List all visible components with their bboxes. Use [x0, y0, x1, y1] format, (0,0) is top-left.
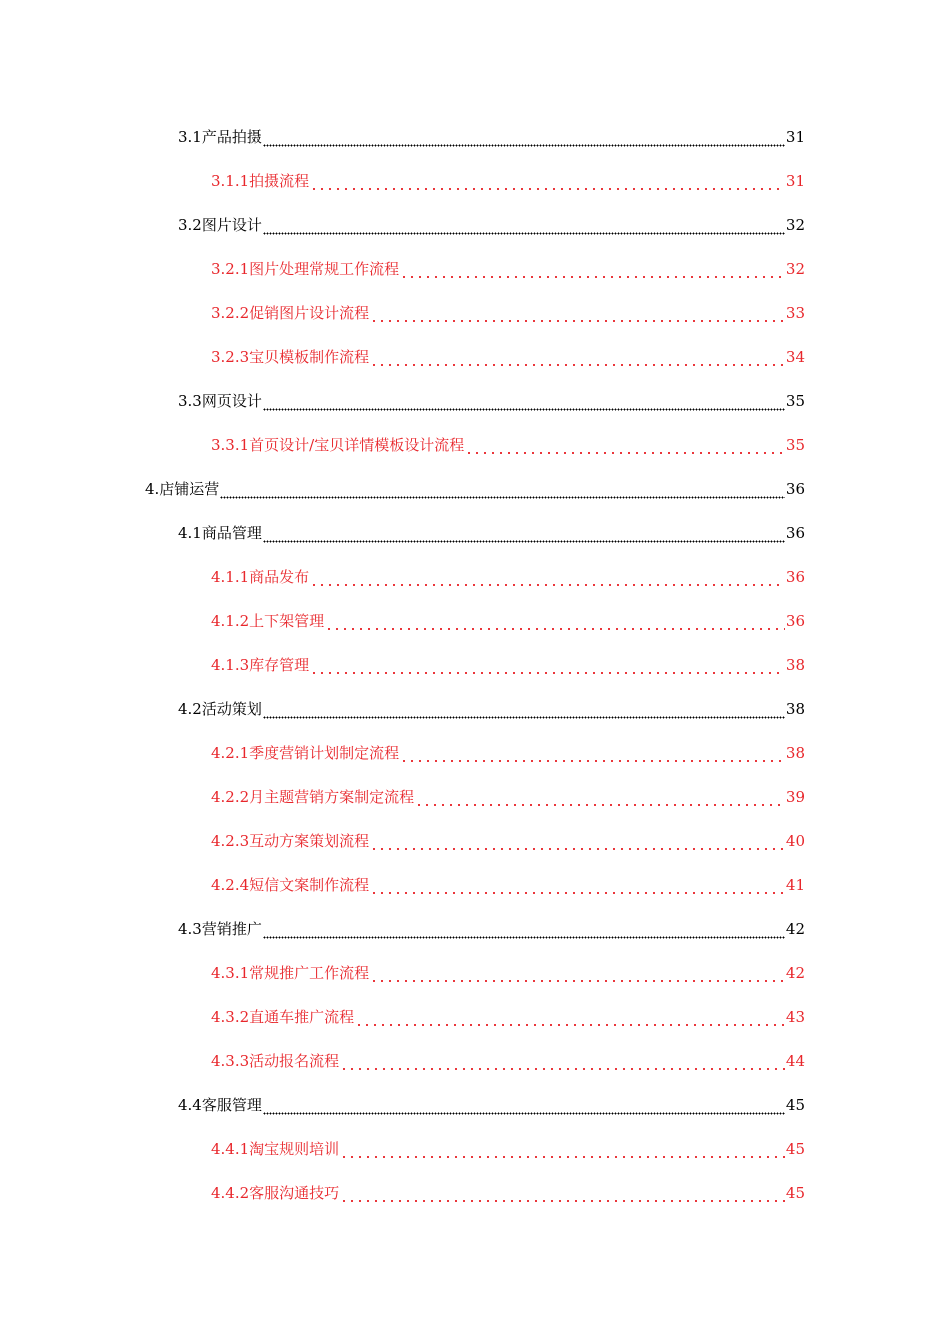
toc-dot-leader: [355, 1013, 785, 1027]
toc-entry-title: 3.2.3宝贝模板制作流程: [211, 348, 370, 366]
toc-entry-level-3[interactable]: [0, 159, 950, 203]
toc-page-number: 44: [785, 1052, 805, 1070]
toc-entry-title: 4.2.1季度营销计划制定流程: [211, 744, 400, 762]
toc-page-number: 35: [785, 436, 805, 454]
toc-entry-level-3[interactable]: [0, 247, 950, 291]
toc-page-number: 34: [785, 348, 805, 366]
toc-page-number: 38: [785, 744, 805, 762]
toc-entry-level-3[interactable]: [0, 1039, 950, 1083]
toc-page-number: 35: [785, 392, 805, 410]
toc-entry-level-3[interactable]: [0, 1171, 950, 1215]
toc-dot-leader: [370, 837, 785, 851]
toc-dot-leader: [263, 397, 785, 411]
toc-page-number: 32: [785, 216, 805, 234]
toc-entry-level-3[interactable]: [0, 1127, 950, 1171]
toc-dot-leader: [370, 353, 785, 367]
toc-entry-title: 4.1.1商品发布: [211, 568, 310, 586]
toc-page-number: 36: [785, 480, 805, 498]
toc-dot-leader: [370, 309, 785, 323]
toc-entry-title: 4.2.3互动方案策划流程: [211, 832, 370, 850]
toc-dot-leader: [220, 485, 785, 499]
toc-page-number: 41: [785, 876, 805, 894]
toc-dot-leader: [370, 969, 785, 983]
toc-entry-title: 4.4.2客服沟通技巧: [211, 1184, 340, 1202]
toc-dot-leader: [263, 133, 785, 147]
toc-entry-level-2[interactable]: [0, 907, 950, 951]
toc-entry-title: 4.4.1淘宝规则培训: [211, 1140, 340, 1158]
toc-entry-title: 4.1.2上下架管理: [211, 612, 325, 630]
toc-entry-title: 4.3.1常规推广工作流程: [211, 964, 370, 982]
toc-dot-leader: [263, 705, 785, 719]
toc-entry-title: 4.2.4短信文案制作流程: [211, 876, 370, 894]
toc-page-number: 39: [785, 788, 805, 806]
toc-entry-title: 4.2.2月主题营销方案制定流程: [211, 788, 415, 806]
toc-page-number: 33: [785, 304, 805, 322]
toc-entry-title: 4.1.3库存管理: [211, 656, 310, 674]
toc-dot-leader: [263, 221, 785, 235]
toc-dot-leader: [310, 177, 785, 191]
toc-entry-level-2[interactable]: [0, 379, 950, 423]
toc-page-number: 43: [785, 1008, 805, 1026]
toc-dot-leader: [400, 749, 785, 763]
toc-entry-level-3[interactable]: [0, 291, 950, 335]
toc-page-number: 40: [785, 832, 805, 850]
toc-entry-level-3[interactable]: [0, 643, 950, 687]
toc-dot-leader: [400, 265, 785, 279]
table-of-contents: [0, 115, 950, 1215]
toc-page-number: 32: [785, 260, 805, 278]
toc-entry-level-2[interactable]: [0, 115, 950, 159]
toc-dot-leader: [415, 793, 785, 807]
toc-entry-title: 4.1商品管理: [178, 524, 262, 542]
toc-entry-title: 4.3.3活动报名流程: [211, 1052, 340, 1070]
toc-dot-leader: [263, 529, 785, 543]
toc-page-number: 42: [785, 964, 805, 982]
toc-entry-level-3[interactable]: [0, 555, 950, 599]
toc-entry-level-3[interactable]: [0, 599, 950, 643]
toc-dot-leader: [263, 925, 785, 939]
toc-dot-leader: [310, 661, 785, 675]
toc-dot-leader: [310, 573, 785, 587]
toc-dot-leader: [370, 881, 785, 895]
toc-entry-level-3[interactable]: [0, 731, 950, 775]
toc-entry-title: 4.店铺运营: [145, 480, 220, 498]
toc-entry-title: 3.1.1拍摄流程: [211, 172, 310, 190]
toc-entry-level-3[interactable]: [0, 775, 950, 819]
toc-entry-level-2[interactable]: [0, 1083, 950, 1127]
toc-entry-level-3[interactable]: [0, 335, 950, 379]
toc-page-number: 38: [785, 656, 805, 674]
toc-dot-leader: [325, 617, 785, 631]
toc-page-number: 36: [785, 524, 805, 542]
toc-entry-level-2[interactable]: [0, 687, 950, 731]
toc-page-number: 31: [785, 172, 805, 190]
toc-dot-leader: [340, 1057, 785, 1071]
toc-entry-level-3[interactable]: [0, 423, 950, 467]
toc-entry-level-3[interactable]: [0, 863, 950, 907]
toc-entry-title: 3.2.2促销图片设计流程: [211, 304, 370, 322]
toc-entry-title: 3.3.1首页设计/宝贝详情模板设计流程: [211, 436, 465, 454]
toc-entry-title: 3.1产品拍摄: [178, 128, 262, 146]
toc-dot-leader: [263, 1101, 785, 1115]
toc-entry-title: 4.4客服管理: [178, 1096, 262, 1114]
toc-entry-title: 3.3网页设计: [178, 392, 262, 410]
toc-entry-level-3[interactable]: [0, 995, 950, 1039]
toc-dot-leader: [465, 441, 785, 455]
toc-page-number: 36: [785, 568, 805, 586]
toc-entry-level-3[interactable]: [0, 951, 950, 995]
toc-page-number: 38: [785, 700, 805, 718]
toc-entry-title: 4.3.2直通车推广流程: [211, 1008, 355, 1026]
toc-dot-leader: [340, 1189, 785, 1203]
toc-entry-level-1[interactable]: [0, 467, 950, 511]
toc-page-number: 31: [785, 128, 805, 146]
toc-page-number: 45: [785, 1140, 805, 1158]
toc-entry-title: 4.3营销推广: [178, 920, 262, 938]
toc-entry-level-2[interactable]: [0, 511, 950, 555]
toc-entry-title: 4.2活动策划: [178, 700, 262, 718]
toc-page-number: 42: [785, 920, 805, 938]
toc-entry-level-2[interactable]: [0, 203, 950, 247]
toc-page-number: 36: [785, 612, 805, 630]
toc-page-number: 45: [785, 1096, 805, 1114]
toc-page-number: 45: [785, 1184, 805, 1202]
toc-dot-leader: [340, 1145, 785, 1159]
toc-entry-title: 3.2.1图片处理常规工作流程: [211, 260, 400, 278]
toc-entry-level-3[interactable]: [0, 819, 950, 863]
toc-entry-title: 3.2图片设计: [178, 216, 262, 234]
